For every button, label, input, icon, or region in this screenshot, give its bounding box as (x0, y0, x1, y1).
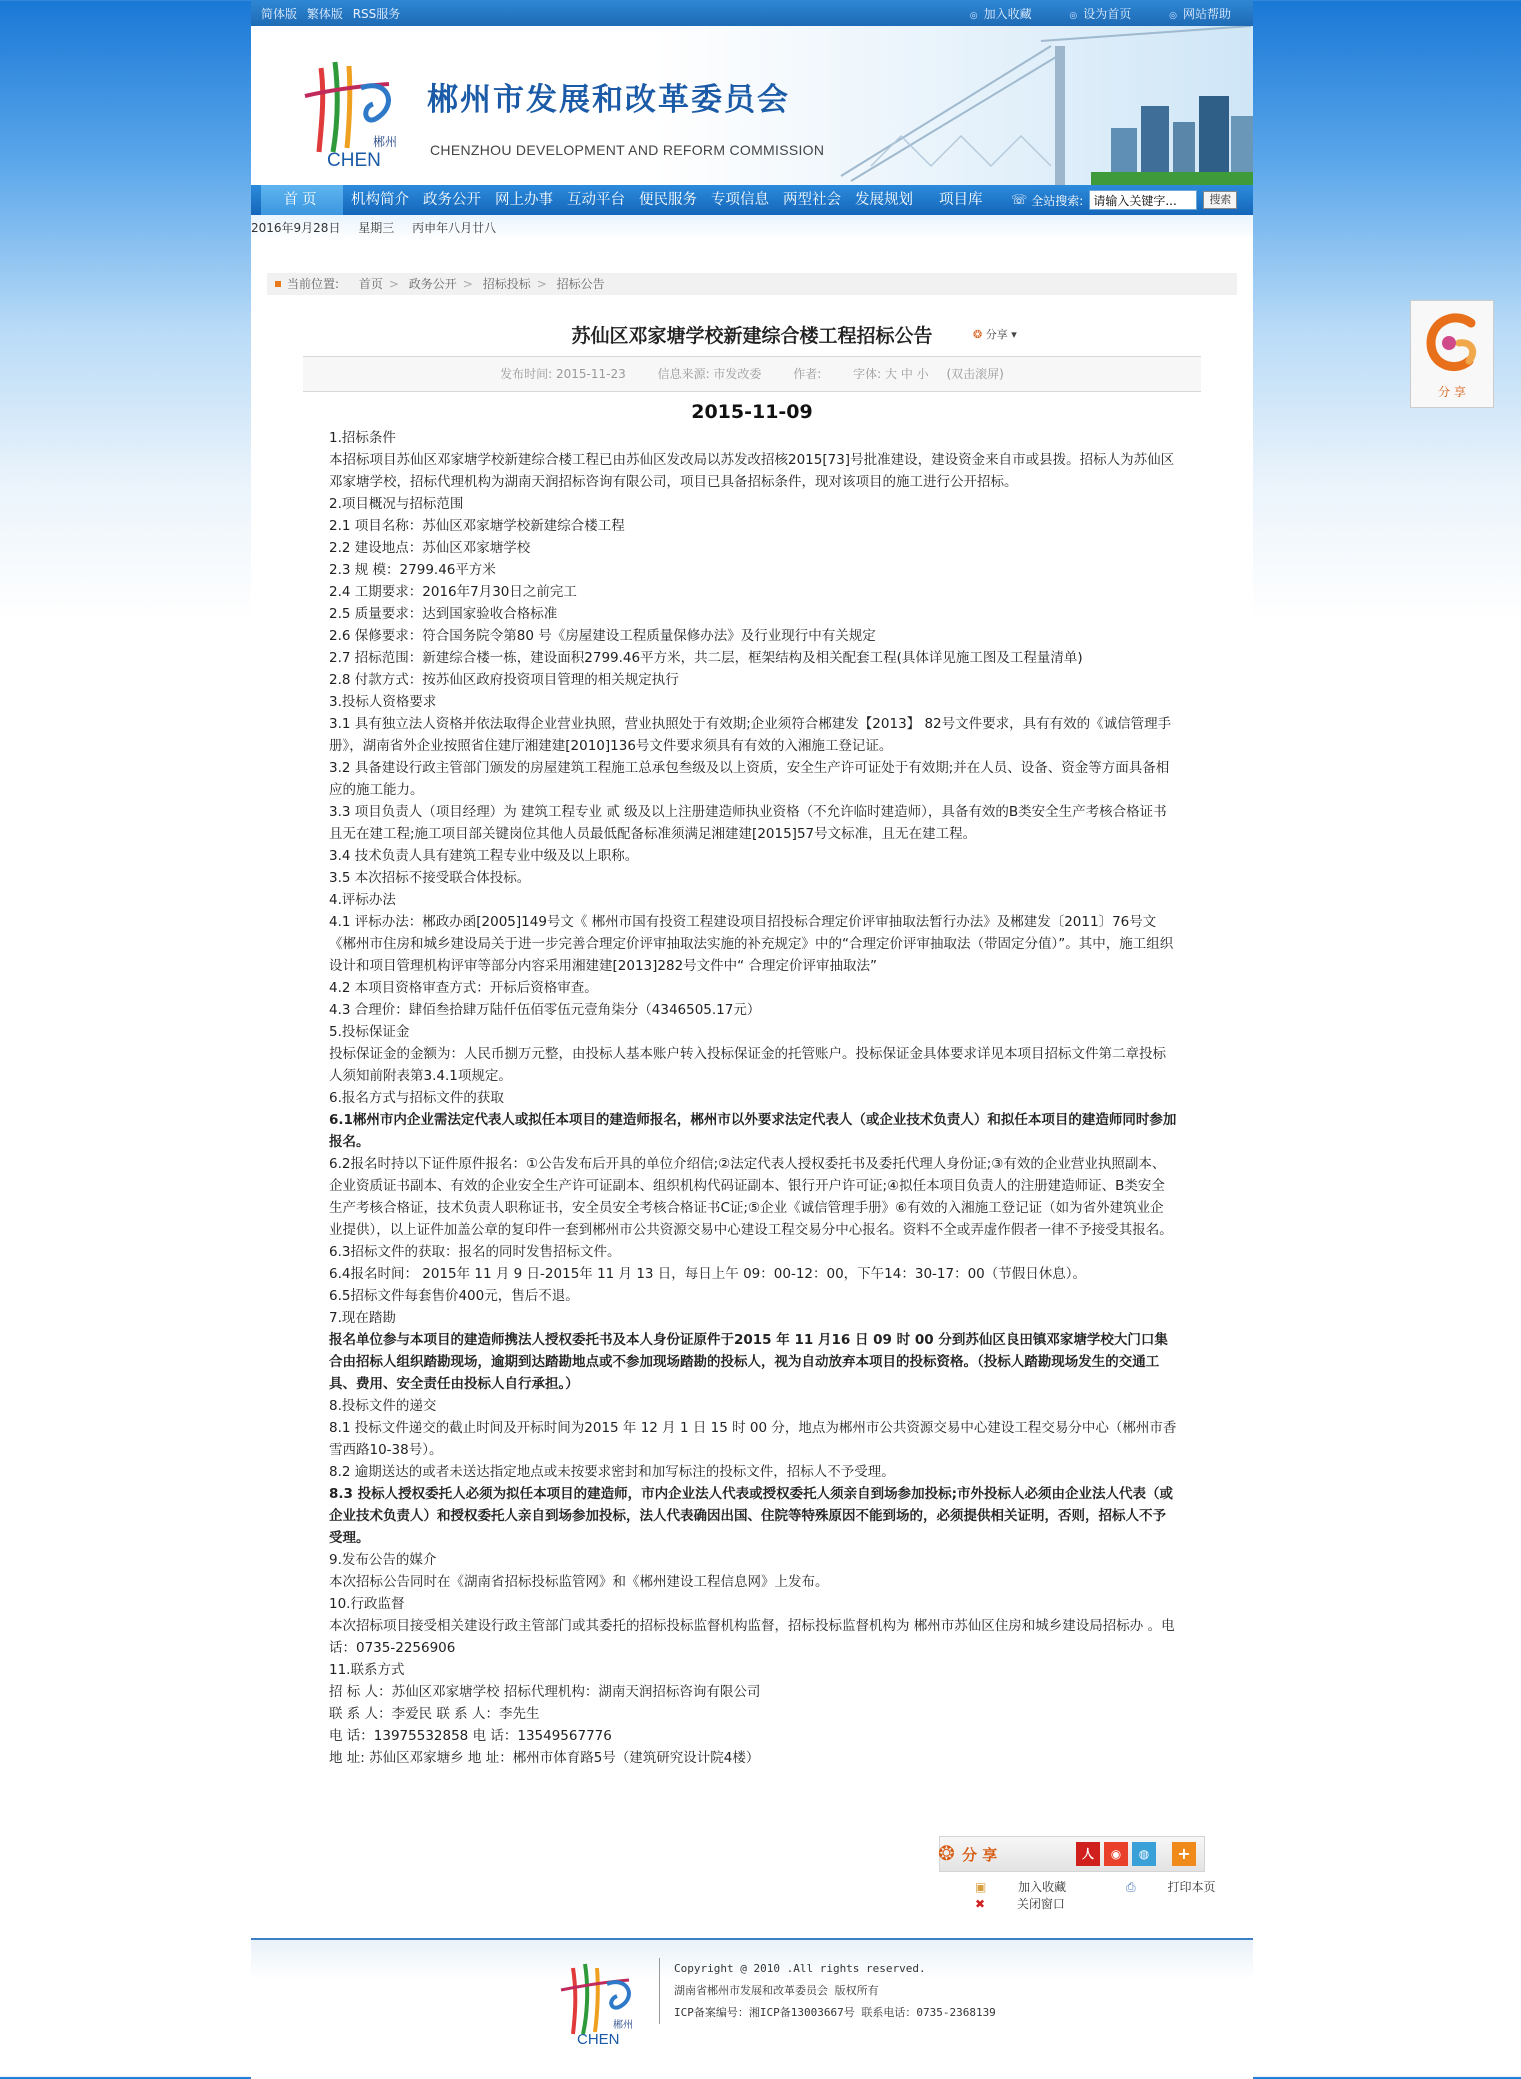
paragraph: 8.3 投标人授权委托人必须为拟任本项目的建造师，市内企业法人代表或授权委托人须亲自到场参加投标;市外投标人必须由企业法人代表（或企业技术负责人）和授权委托人亲自到场参加投标，法人代表确因出国、住院等特殊原因不能到场的，必须提供相关证明，否则，招标人不予受理。 (329, 1486, 1174, 1546)
breadcrumb-bidding[interactable]: 招标投标 (482, 277, 531, 291)
nav-interaction[interactable]: 互动平台 (567, 192, 625, 208)
font-size-control[interactable]: 字体: 大 中 小 (853, 367, 929, 381)
paragraph: 地 址: 苏仙区邓家塘乡 地 址：郴州市体育路5号（建筑研究设计院4楼） (329, 1750, 760, 1766)
paragraph: 4.2 本项目资格审查方式：开标后资格审查。 (329, 980, 598, 996)
nav-about[interactable]: 机构简介 (351, 192, 409, 208)
site-help-link[interactable]: ◎ 网站帮助 (1169, 7, 1231, 21)
page-actions (919, 1878, 1253, 1912)
site-banner (251, 26, 1253, 185)
paragraph: 7.现在踏勘 (329, 1310, 396, 1326)
share-icon: ❂ (973, 328, 983, 341)
paragraph: 8.2 逾期送达的或者未送达指定地点或未按要求密封和加写标注的投标文件，招标人不予受理。 (329, 1464, 895, 1480)
print-icon: ⎙ (1126, 1880, 1136, 1894)
site-subtitle: CHENZHOU DEVELOPMENT AND REFORM COMMISSION (430, 142, 825, 158)
paragraph: 6.3招标文件的获取：报名的同时发售招标文件。 (329, 1244, 621, 1260)
current-date: 2016年9月28日 (251, 221, 341, 235)
breadcrumb (267, 273, 1237, 295)
print-action[interactable]: ⎙ 打印本页 (1126, 1880, 1216, 1894)
article-meta (303, 356, 1201, 392)
paragraph: 4.评标办法 (329, 892, 396, 908)
svg-text:CHEN: CHEN (577, 2031, 620, 2048)
location-icon (275, 281, 281, 287)
page-container (251, 0, 1253, 2077)
paragraph: 8.投标文件的递交 (329, 1398, 437, 1414)
owner: 湖南省郴州市发展和改革委员会 版权所有 (674, 1984, 879, 1997)
paragraph: 1.招标条件 (329, 430, 396, 446)
breadcrumb-separator-icon: > (536, 277, 547, 291)
paragraph: 3.投标人资格要求 (329, 694, 437, 710)
nav-online-service[interactable]: 网上办事 (495, 192, 553, 208)
paragraph: 4.1 评标办法：郴政办函[2005]149号文《 郴州市国有投资工程建设项目招投标合理定价评审抽取法暂行办法》及郴建发〔2011〕76号文《郴州市住房和城乡建设局关于进一步完善合理定价评审抽取法实施的补充规定》中的“合理定价评审抽取法（带固定分值）”。其中，施工组织设计和项目管理机构评审等部分内容采用湘建建[2013]282号文件中“ 合理定价评审抽取法” (329, 914, 1174, 974)
utility-links (936, 5, 1231, 22)
crane-skyline-icon (811, 26, 1253, 185)
current-weekday: 星期三 (358, 221, 395, 235)
share-logo-icon (1425, 311, 1479, 377)
nav-home[interactable]: 首页 (261, 185, 343, 215)
nav-development-plan[interactable]: 发展规划 (855, 192, 913, 208)
nav-two-type-society[interactable]: 两型社会 (783, 192, 841, 208)
date-bar (251, 215, 1253, 241)
nav-special-info[interactable]: 专项信息 (711, 192, 769, 208)
paragraph: 2.2 建设地点：苏仙区邓家塘学校 (329, 540, 531, 556)
side-share-button[interactable] (1410, 300, 1494, 408)
paragraph: 6.报名方式与招标文件的获取 (329, 1090, 504, 1106)
paragraph: 6.1郴州市内企业需法定代表人或拟任本项目的建造师报名，郴州市以外要求法定代表人（或企业技术负责人）和拟任本项目的建造师同时参加报名。 (329, 1112, 1177, 1150)
add-favorite-link[interactable]: ◎ 加入收藏 (970, 7, 1032, 21)
icp-record: ICP备案编号：湘ICP备13003667号 联系电话：0735-2368139 (674, 2006, 996, 2019)
breadcrumb-label: 当前位置: (287, 277, 340, 291)
close-window-action[interactable]: ✖ 关闭窗口 (975, 1897, 1065, 1911)
close-icon: ✖ (975, 1897, 986, 1911)
title-share-button[interactable] (973, 326, 1017, 342)
nav-public-service[interactable]: 便民服务 (639, 192, 697, 208)
paragraph: 11.联系方式 (329, 1662, 405, 1678)
svg-text:CHEN: CHEN (327, 150, 381, 168)
svg-text:郴州: 郴州 (613, 2020, 633, 2031)
footer-text (659, 1958, 996, 2024)
weibo-icon[interactable]: ◉ (1104, 1842, 1128, 1866)
paragraph: 5.投标保证金 (329, 1024, 410, 1040)
favorite-action[interactable]: ▣ 加入收藏 (975, 1880, 1067, 1894)
paragraph: 2.5 质量要求：达到国家验收合格标准 (329, 606, 558, 622)
publish-time: 发布时间: 2015-11-23 (500, 367, 626, 381)
renren-icon[interactable]: 人 (1076, 1842, 1100, 1866)
paragraph: 6.2报名时持以下证件原件报名：①公告发布后开具的单位介绍信;②法定代表人授权委托书及委托代理人身份证;③有效的企业营业执照副本、企业资质证书副本、有效的企业安全生产许可证副本、组织机构代码证副本、银行开户许可证;④拟任本项目负责人的注册建造师证、B类安全生产考核合格证，技术负责人职称证书，安全员安全考核合格证书C证;⑤企业《诚信管理手册》⑥有效的入湘施工登记证（如为省外建筑业企业提供），以上证件加盖公章的复印件一套到郴州市公共资源交易中心建设工程交易分中心报名。资料不全或弄虚作假者一律不予接受其报名。 (329, 1156, 1173, 1238)
chevron-down-icon: ▾ (1011, 328, 1017, 341)
lunar-date: 丙申年八月廿八 (412, 221, 497, 235)
nav-gov-affairs[interactable]: 政务公开 (423, 192, 481, 208)
simplified-link[interactable]: 简体版 (261, 7, 298, 21)
top-bar (251, 0, 1253, 26)
more-share-icon[interactable]: + (1172, 1842, 1196, 1866)
paragraph: 2.6 保修要求：符合国务院令第80 号《房屋建设工程质量保修办法》及行业现行中有关规定 (329, 628, 876, 644)
breadcrumb-home[interactable]: 首页 (358, 277, 383, 291)
side-share-label: 分 享 (1438, 385, 1466, 399)
paragraph: 2.3 规 模：2799.46平方米 (329, 562, 496, 578)
title-share-label: 分享 (985, 328, 1008, 341)
paragraph: 8.1 投标文件递交的截止时间及开标时间为2015 年 12 月 1 日 15 时 00 分，地点为郴州市公共资源交易中心建设工程交易分中心（郴州市香雪西路10-38号）。 (329, 1420, 1177, 1458)
search-label: 全站搜索: (1031, 193, 1084, 208)
paragraph: 本招标项目苏仙区邓家塘学校新建综合楼工程已由苏仙区发改局以苏发改招核2015[73]号批准建设，建设资金来自市或县拨。招标人为苏仙区邓家塘学校，招标代理机构为湖南天润招标咨询有限公司，项目已具备招标条件，现对该项目的施工进行公开招标。 (329, 452, 1175, 490)
paragraph: 6.4报名时间： 2015年 11 月 9 日-2015年 11 月 13 日，每日上午 09：00-12：00，下午14：30-17：00（节假日休息）。 (329, 1266, 1087, 1282)
paragraph: 电 话：13975532858 电 话：13549567776 (329, 1728, 612, 1744)
main-navigation (251, 185, 1253, 215)
rss-link[interactable]: RSS服务 (352, 7, 401, 21)
search-input[interactable] (1089, 190, 1197, 210)
paragraph: 3.2 具备建设行政主管部门颁发的房屋建筑工程施工总承包叁级及以上资质，安全生产许可证处于有效期;并在人员、设备、资金等方面具备相应的施工能力。 (329, 760, 1170, 798)
breadcrumb-gov-affairs[interactable]: 政务公开 (408, 277, 457, 291)
paragraph: 2.1 项目名称：苏仙区邓家塘学校新建综合楼工程 (329, 518, 625, 534)
traditional-link[interactable]: 繁体版 (306, 7, 343, 21)
article-title: 苏仙区邓家塘学校新建综合楼工程招标公告 (571, 325, 933, 347)
language-links (261, 5, 406, 22)
paragraph: 3.3 项目负责人（项目经理）为 建筑工程专业 贰 级及以上注册建造师执业资格（不允许临时建造师），具备有效的B类安全生产考核合格证书且无在建工程;施工项目部关键岗位其他人员最低配备标准须满足湘建建[2015]57号文标准，且无在建工程。 (329, 804, 1167, 842)
paragraph: 投标保证金的金额为：人民币捌万元整，由投标人基本账户转入投标保证金的托管账户。投标保证金具体要求详见本项目招标文件第二章投标人须知前附表第3.4.1项规定。 (329, 1046, 1166, 1084)
paragraph: 本次招标项目接受相关建设行政主管部门或其委托的招标投标监督机构监督，招标投标监督机构为 郴州市苏仙区住房和城乡建设局招标办 。电话：0735-2256906 (329, 1618, 1175, 1656)
svg-text:郴州: 郴州 (373, 135, 398, 149)
site-logo-icon[interactable] (291, 48, 409, 168)
set-homepage-link[interactable]: ◎ 设为首页 (1069, 7, 1131, 21)
footer-logo-icon (551, 1954, 645, 2048)
paragraph: 9.发布公告的媒介 (329, 1552, 437, 1568)
search-button[interactable]: 搜索 (1203, 191, 1237, 209)
paragraph: 2.项目概况与招标范围 (329, 496, 464, 512)
share-logo-icon: ❂ (938, 1841, 955, 1865)
paragraph: 联 系 人：李爱民 联 系 人：李先生 (329, 1706, 540, 1722)
paragraph: 2.8 付款方式：按苏仙区政府投资项目管理的相关规定执行 (329, 672, 679, 688)
paragraph: 报名单位参与本项目的建造师携法人授权委托书及本人身份证原件于2015 年 11 月16 日 09 时 00 分到苏仙区良田镇邓家塘学校大门口集合由招标人组织踏勘现场，逾期到达踏勘地点或不参加现场踏勘的投标人，视为自动放弃本项目的投标资格。（投标人踏勘现场发生的交通工具、费用、安全责任由投标人自行承担。） (329, 1332, 1168, 1392)
site-footer (251, 1938, 1253, 2079)
paragraph: 3.1 具有独立法人资格并依法取得企业营业执照，营业执照处于有效期;企业须符合郴建发【2013】 82号文件要求，具有有效的《诚信管理手册》，湖南省外企业按照省住建厅湘建建[2010]136号文件要求须具有有效的入湘施工登记证。 (329, 716, 1172, 754)
paragraph: 4.3 合理价：肆佰叁拾肆万陆仟伍佰零伍元壹角柒分（4346505.17元） (329, 1002, 761, 1018)
star-icon: ▣ (975, 1880, 987, 1894)
breadcrumb-separator-icon: > (462, 277, 473, 291)
breadcrumb-current[interactable]: 招标公告 (556, 277, 605, 291)
paragraph: 2.7 招标范围：新建综合楼一栋，建设面积2799.46平方米，共二层，框架结构及相关配套工程(具体详见施工图及工程量清单) (329, 650, 1083, 666)
paragraph: 10.行政监督 (329, 1596, 405, 1612)
paragraph: 本次招标公告同时在《湖南省招标投标监管网》和《郴州建设工程信息网》上发布。 (329, 1574, 829, 1590)
announcement-date: 2015-11-09 (691, 401, 813, 423)
paragraph: 招 标 人：苏仙区邓家塘学校 招标代理机构：湖南天润招标咨询有限公司 (329, 1684, 761, 1700)
tencent-weibo-icon[interactable]: ◍ (1132, 1842, 1156, 1866)
paragraph: 2.4 工期要求：2016年7月30日之前完工 (329, 584, 577, 600)
nav-project-library[interactable]: 项目库 (939, 192, 983, 208)
share-bar-label[interactable]: 分 享 (962, 1846, 998, 1864)
share-bar (939, 1836, 1205, 1872)
paragraph: 6.5招标文件每套售价400元，售后不退。 (329, 1288, 579, 1304)
breadcrumb-separator-icon: > (388, 277, 399, 291)
site-title: 郴州市发展和改革委员会 (427, 82, 790, 118)
copyright: Copyright @ 2010 .All rights reserved. (674, 1962, 926, 1975)
info-source: 信息来源: 市发改委 (657, 367, 762, 381)
paragraph: 3.4 技术负责人具有建筑工程专业中级及以上职称。 (329, 848, 639, 864)
site-search (1011, 190, 1237, 210)
author: 作者: (793, 367, 822, 381)
paragraph: 3.5 本次招标不接受联合体投标。 (329, 870, 531, 886)
search-icon: ☏ (1011, 192, 1028, 208)
article-body (329, 427, 1177, 1769)
scroll-hint: (双击滚屏) (946, 367, 1004, 381)
